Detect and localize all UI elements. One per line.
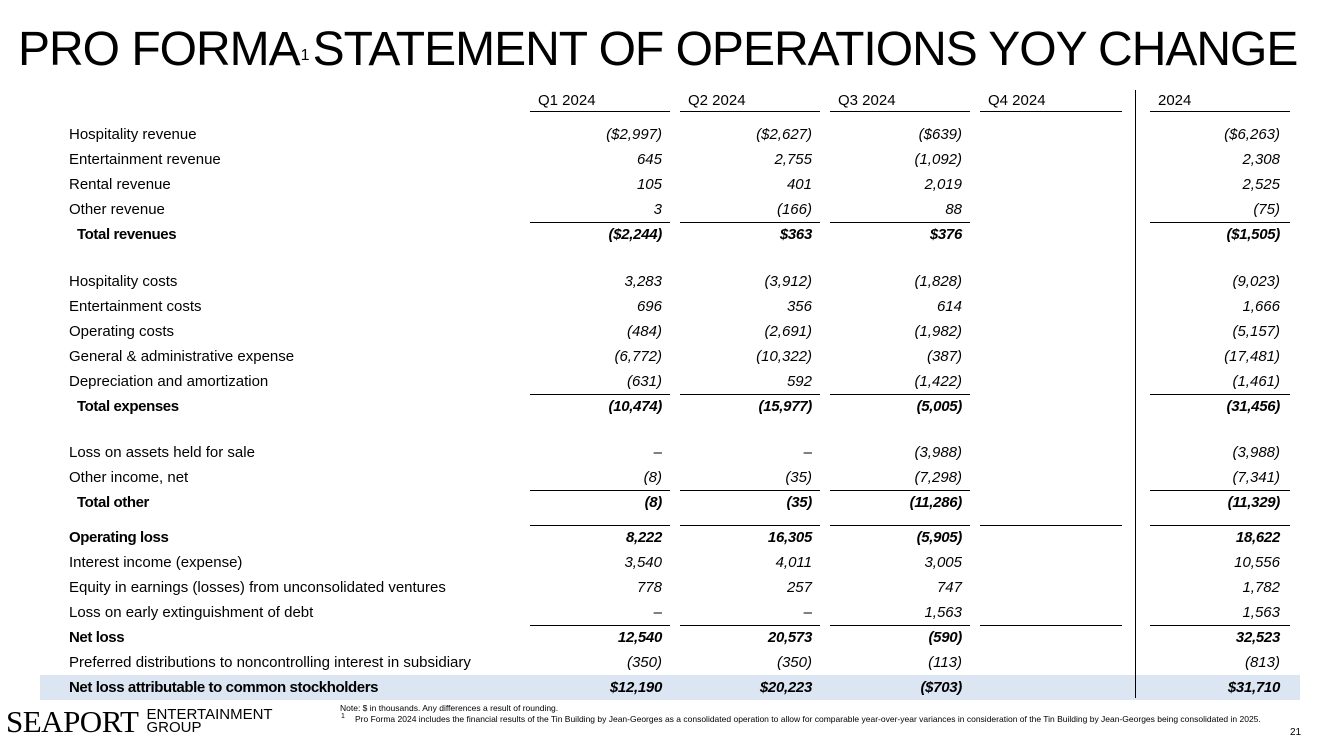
row-value-q2: (35) — [786, 494, 812, 511]
row-value-q4 — [972, 319, 1112, 344]
row-value-year: (11,329) — [1227, 494, 1280, 511]
row-label: Entertainment revenue — [69, 151, 221, 168]
title-main: PRO FORMA — [18, 23, 300, 76]
col-header-q4: Q4 2024 — [980, 90, 1122, 112]
row-value-q4 — [972, 490, 1112, 515]
footnote-text: Pro Forma 2024 includes the financial results of the Tin Building by Jean-Georges as a consolidated operation to allow for comparable year-over-year variances in consideration of the Tin Building by Jean-Georges being consolidated in 2025. — [355, 713, 1261, 724]
row-value-q4 — [972, 525, 1112, 550]
subtotal-rule — [680, 625, 820, 626]
table-row — [40, 394, 1300, 419]
row-value-q2: ($2,627) — [756, 126, 812, 143]
row-label: Total other — [77, 494, 149, 511]
row-value-year: ($1,505) — [1226, 226, 1280, 243]
row-value-q2: (3,912) — [764, 273, 812, 290]
row-value-q2: – — [803, 604, 812, 621]
row-value-q3: ($639) — [918, 126, 962, 143]
row-label: Operating costs — [69, 323, 175, 340]
row-value-q3: (590) — [928, 629, 962, 646]
footnotes — [340, 703, 1280, 724]
row-label: Total revenues — [77, 226, 177, 243]
table-row — [40, 650, 1300, 675]
row-value-q3: 2,019 — [924, 176, 962, 193]
row-value-q3: (113) — [928, 654, 962, 671]
row-label: Loss on assets held for sale — [69, 444, 255, 461]
logo-subtitle-line1: ENTERTAINMENT — [146, 706, 273, 723]
row-value-q1: – — [653, 444, 662, 461]
row-label: Net loss — [69, 629, 125, 646]
logo-subtitle-line2: GROUP — [146, 719, 202, 736]
row-value-q3: 614 — [936, 298, 962, 315]
row-value-q1: 778 — [636, 579, 662, 596]
row-value-q1: (631) — [626, 373, 662, 390]
table-row — [40, 147, 1300, 172]
col-header-q3: Q3 2024 — [830, 90, 970, 112]
table-row — [40, 575, 1300, 600]
row-value-q1: 3 — [653, 201, 662, 218]
row-value-year: ($6,263) — [1224, 126, 1280, 143]
row-value-q1: ($2,244) — [608, 226, 662, 243]
row-value-q2: 592 — [786, 373, 812, 390]
subtotal-rule — [680, 394, 820, 395]
title-footnote-mark: 1 — [300, 47, 309, 64]
subtotal-rule — [1150, 222, 1290, 223]
subtotal-rule — [830, 222, 970, 223]
row-label: Hospitality revenue — [69, 126, 197, 143]
row-value-q4 — [972, 344, 1112, 369]
row-value-year: 1,563 — [1242, 604, 1280, 621]
row-value-q3: 3,005 — [924, 554, 962, 571]
row-value-q1: (6,772) — [614, 348, 662, 365]
subtotal-rule — [830, 490, 970, 491]
row-value-q3: (7,298) — [914, 469, 962, 486]
subtotal-rule — [680, 222, 820, 223]
subtotal-rule — [530, 222, 670, 223]
table-row — [40, 440, 1300, 465]
row-value-year: (31,456) — [1226, 398, 1280, 415]
footnote-mark: 1 — [341, 712, 345, 720]
row-value-q3: (1,422) — [914, 373, 962, 390]
company-logo — [6, 704, 273, 740]
row-value-q1: 3,283 — [624, 273, 662, 290]
column-divider — [1135, 90, 1136, 698]
col-header-year: 2024 — [1150, 90, 1290, 112]
row-value-q3: 747 — [936, 579, 962, 596]
row-value-year: 1,782 — [1242, 579, 1280, 596]
row-value-q1: 645 — [636, 151, 662, 168]
subtotal-rule — [1150, 525, 1290, 526]
row-value-year: 2,308 — [1242, 151, 1280, 168]
row-value-q1: (484) — [626, 323, 662, 340]
table-row — [40, 600, 1300, 625]
subtotal-rule — [530, 394, 670, 395]
row-value-q1: 12,540 — [617, 629, 662, 646]
row-value-year: (17,481) — [1224, 348, 1280, 365]
row-value-q2: 20,573 — [767, 629, 812, 646]
footnote-1 — [340, 714, 1280, 725]
row-value-year: $31,710 — [1227, 679, 1280, 696]
title-rest: STATEMENT OF OPERATIONS YOY CHANGE — [312, 23, 1298, 76]
subtotal-rule — [830, 625, 970, 626]
row-label: Net loss attributable to common stockholders — [69, 679, 379, 696]
row-value-q2: 257 — [786, 579, 812, 596]
table-row — [40, 490, 1300, 515]
row-value-q3: (5,005) — [916, 398, 962, 415]
row-label: Interest income (expense) — [69, 554, 243, 571]
row-value-q2: $363 — [779, 226, 812, 243]
row-label: Other income, net — [69, 469, 189, 486]
row-value-q1: – — [653, 604, 662, 621]
page-title — [18, 22, 1297, 78]
table-row — [40, 197, 1300, 222]
row-label: Rental revenue — [69, 176, 171, 193]
row-value-q3: 1,563 — [924, 604, 962, 621]
row-value-year: (7,341) — [1232, 469, 1280, 486]
subtotal-rule — [530, 625, 670, 626]
col-header-q2: Q2 2024 — [680, 90, 820, 112]
row-value-year: 32,523 — [1235, 629, 1280, 646]
table-row — [40, 550, 1300, 575]
row-value-year: (5,157) — [1232, 323, 1280, 340]
row-value-q4 — [972, 222, 1112, 247]
table-row — [40, 465, 1300, 490]
row-value-q4 — [972, 600, 1112, 625]
row-value-year: 18,622 — [1235, 529, 1280, 546]
table-row — [40, 269, 1300, 294]
row-value-q1: 696 — [636, 298, 662, 315]
row-value-q4 — [972, 675, 1112, 700]
row-value-q4 — [972, 625, 1112, 650]
row-value-q4 — [972, 465, 1112, 490]
note-text: Note: $ in thousands. Any differences a result of rounding. — [340, 703, 559, 713]
row-value-q3: (1,092) — [914, 151, 962, 168]
row-value-q4 — [972, 269, 1112, 294]
row-value-q4 — [972, 197, 1112, 222]
row-value-q1: (8) — [643, 469, 662, 486]
subtotal-rule — [980, 625, 1122, 626]
row-label: Entertainment costs — [69, 298, 202, 315]
subtotal-rule — [530, 490, 670, 491]
row-label: General & administrative expense — [69, 348, 295, 365]
subtotal-rule — [1150, 625, 1290, 626]
table-row — [40, 525, 1300, 550]
logo-wordmark: SEAPORT — [6, 704, 139, 739]
subtotal-rule — [1150, 490, 1290, 491]
row-value-year: (3,988) — [1232, 444, 1280, 461]
row-value-year: 10,556 — [1234, 554, 1280, 571]
row-label: Hospitality costs — [69, 273, 178, 290]
subtotal-rule — [830, 394, 970, 395]
table-row — [40, 369, 1300, 394]
table-row — [40, 294, 1300, 319]
row-value-q3: (1,828) — [914, 273, 962, 290]
table-row — [40, 122, 1300, 147]
row-label: Loss on early extinguishment of debt — [69, 604, 314, 621]
row-label: Operating loss — [69, 529, 169, 546]
subtotal-rule — [830, 525, 970, 526]
subtotal-rule — [530, 525, 670, 526]
row-value-year: (813) — [1244, 654, 1280, 671]
table-row — [40, 625, 1300, 650]
table-row — [40, 319, 1300, 344]
table-row — [40, 675, 1300, 700]
row-value-q1: (10,474) — [608, 398, 662, 415]
row-value-q1: 8,222 — [625, 529, 662, 546]
row-value-q2: 2,755 — [774, 151, 812, 168]
table-row — [40, 344, 1300, 369]
row-value-q4 — [972, 172, 1112, 197]
row-value-q2: 401 — [786, 176, 812, 193]
row-value-q4 — [972, 394, 1112, 419]
row-value-year: 1,666 — [1242, 298, 1280, 315]
table-row — [40, 222, 1300, 247]
row-value-q3: $376 — [929, 226, 962, 243]
row-value-q3: (11,286) — [909, 494, 962, 511]
row-label: Total expenses — [77, 398, 179, 415]
row-value-q4 — [972, 369, 1112, 394]
row-value-q1: 3,540 — [624, 554, 662, 571]
row-value-year: (9,023) — [1232, 273, 1280, 290]
table-row — [40, 172, 1300, 197]
page-number: 21 — [1290, 727, 1302, 738]
row-value-q4 — [972, 122, 1112, 147]
row-label: Preferred distributions to noncontrolling interest in subsidiary — [69, 654, 471, 671]
row-value-q2: (2,691) — [764, 323, 812, 340]
row-value-q4 — [972, 147, 1112, 172]
row-value-year: (75) — [1253, 201, 1280, 218]
row-value-q4 — [972, 550, 1112, 575]
row-value-q4 — [972, 440, 1112, 465]
row-value-q1: (8) — [644, 494, 662, 511]
row-value-year: 2,525 — [1242, 176, 1280, 193]
row-value-q3: (5,905) — [916, 529, 962, 546]
row-value-q1: ($2,997) — [606, 126, 662, 143]
row-value-q1: (350) — [626, 654, 662, 671]
row-value-q2: 4,011 — [775, 554, 812, 571]
row-label: Equity in earnings (losses) from unconsolidated ventures — [69, 579, 446, 596]
row-value-q2: (35) — [785, 469, 812, 486]
row-value-q2: (10,322) — [756, 348, 812, 365]
subtotal-rule — [680, 490, 820, 491]
col-header-q1: Q1 2024 — [530, 90, 670, 112]
row-value-q3: (3,988) — [914, 444, 962, 461]
subtotal-rule — [980, 525, 1122, 526]
row-value-q2: (15,977) — [758, 398, 812, 415]
row-value-q3: 88 — [945, 201, 962, 218]
row-value-q2: $20,223 — [759, 679, 812, 696]
row-value-q2: 356 — [786, 298, 812, 315]
row-value-q3: (1,982) — [914, 323, 962, 340]
row-value-q3: ($703) — [920, 679, 962, 696]
row-label: Other revenue — [69, 201, 165, 218]
row-value-q1: 105 — [636, 176, 662, 193]
row-value-q3: (387) — [926, 348, 962, 365]
row-value-q4 — [972, 294, 1112, 319]
row-value-q1: $12,190 — [609, 679, 662, 696]
subtotal-rule — [1150, 394, 1290, 395]
row-label: Depreciation and amortization — [69, 373, 269, 390]
row-value-q2: (166) — [776, 201, 812, 218]
row-value-q2: (350) — [776, 654, 812, 671]
subtotal-rule — [680, 525, 820, 526]
row-value-q2: – — [803, 444, 812, 461]
row-value-year: (1,461) — [1232, 373, 1280, 390]
row-value-q2: 16,305 — [767, 529, 812, 546]
row-value-q4 — [972, 650, 1112, 675]
row-value-q4 — [972, 575, 1112, 600]
logo-subtitle — [146, 708, 272, 734]
